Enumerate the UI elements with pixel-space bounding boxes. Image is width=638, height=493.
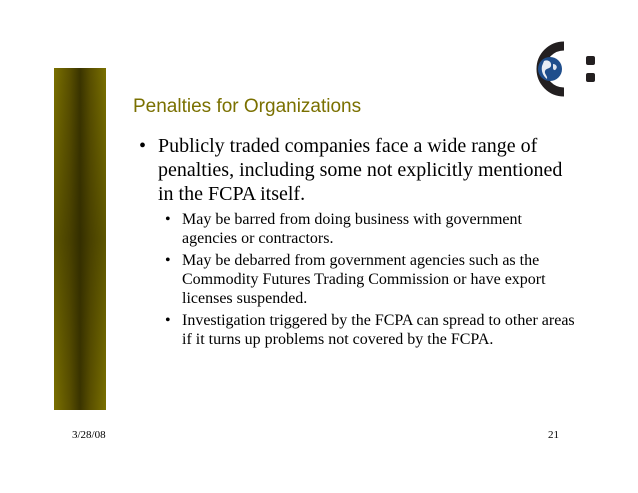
- footer-date: 3/28/08: [72, 429, 106, 441]
- decorative-side-bar: [54, 68, 106, 410]
- sub-bullet-text: Investigation triggered by the FCPA can spread to other areas if it turns up problems not covered by the FCPA.: [182, 312, 575, 348]
- sub-bullet-text: May be barred from doing business with government agencies or contractors.: [182, 211, 522, 247]
- sub-bullet-text: May be debarred from government agencies such as the Commodity Futures Trading Commission or have export licenses suspended.: [182, 252, 546, 307]
- page-number: 21: [548, 429, 559, 441]
- bullet-marker: •: [165, 252, 171, 269]
- sub-bullet: [165, 311, 579, 349]
- sub-bullet: [165, 210, 579, 248]
- bullet-marker: •: [165, 312, 171, 329]
- main-bullet: [139, 134, 579, 206]
- company-logo-icon: [524, 40, 602, 98]
- bullet-marker: •: [139, 135, 147, 157]
- main-bullet-text: Publicly traded companies face a wide range of penalties, including some not explicitly mentioned in the FCPA itself.: [158, 135, 563, 205]
- sub-bullet: [165, 251, 579, 308]
- bullet-marker: •: [165, 211, 171, 228]
- sub-bullet-list: [139, 210, 579, 349]
- slide-content: [139, 134, 579, 352]
- slide-title: Penalties for Organizations: [133, 96, 362, 117]
